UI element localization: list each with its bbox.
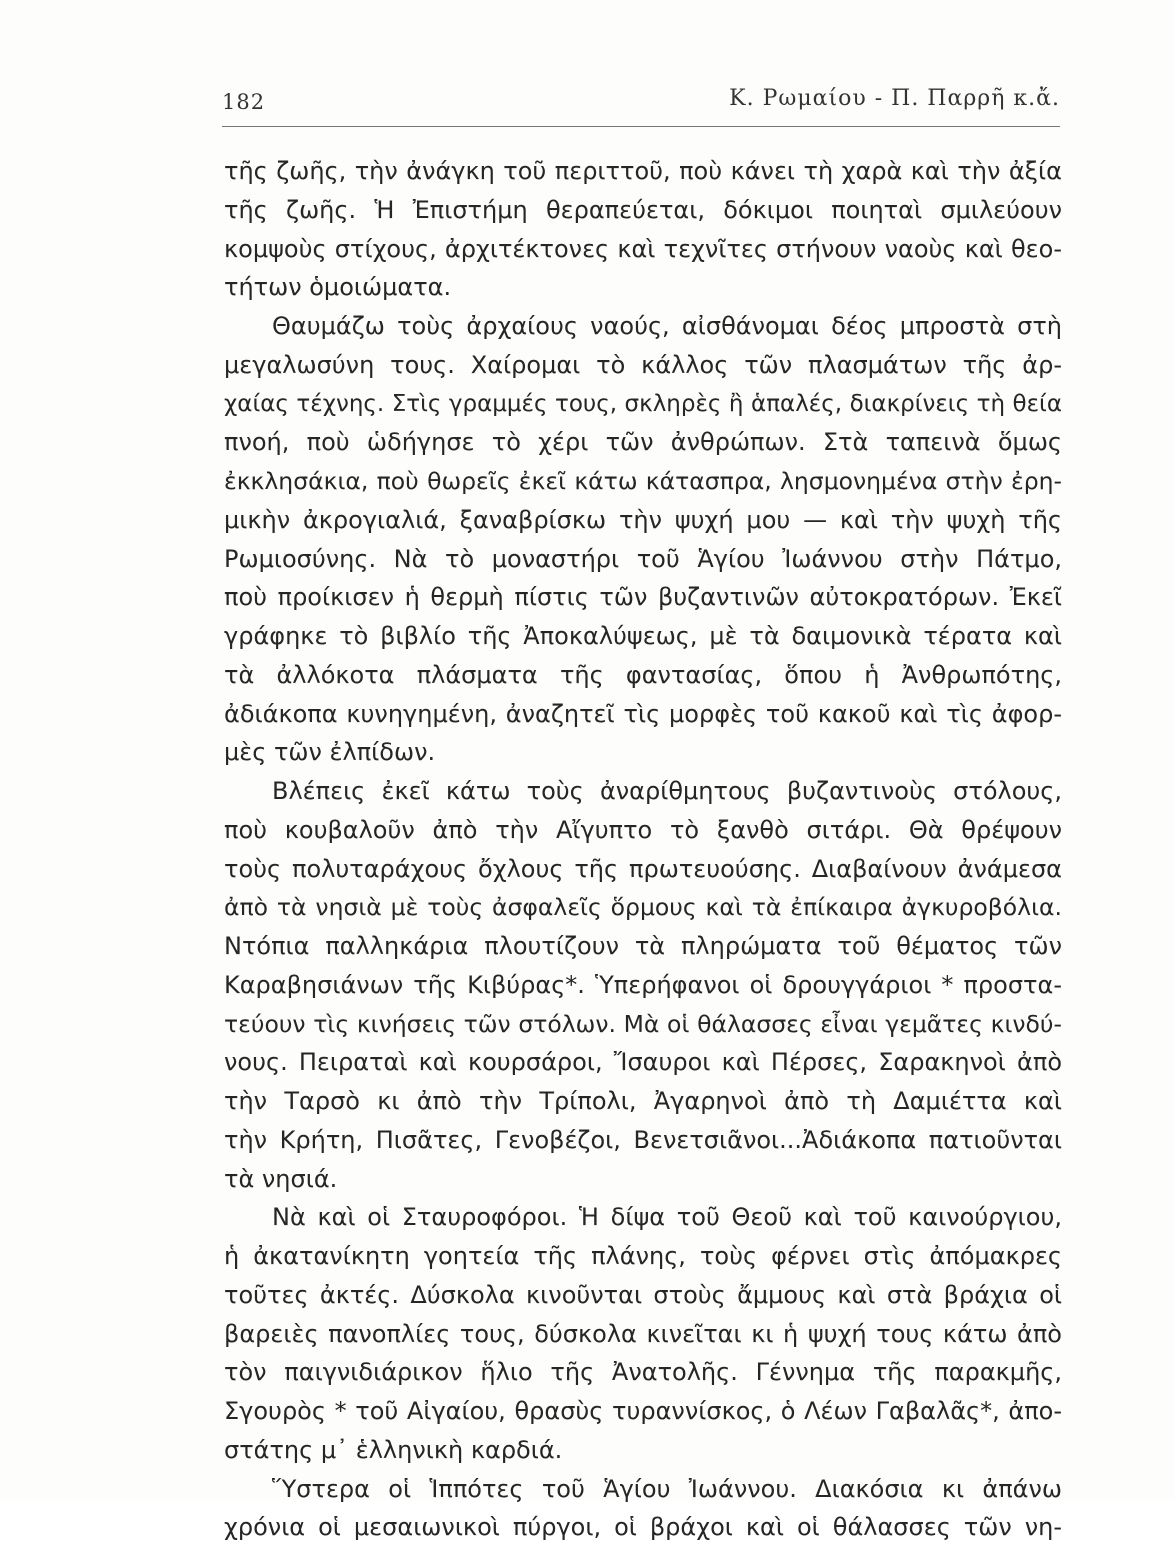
text-line: Καραβησιάνων τῆς Κιβύρας*. Ὑπερήφανοι οἱ δρουγγάριοι * προστα- xyxy=(224,970,1062,999)
text-line: Νὰ καὶ οἱ Σταυροφόροι. Ἡ δίψα τοῦ Θεοῦ καὶ τοῦ καινούργιου, xyxy=(272,1203,1062,1232)
text-line: ἀδιάκοπα κυνηγημένη, ἀναζητεῖ τὶς μορφὲς τοῦ κακοῦ καὶ τὶς ἀφορ- xyxy=(224,699,1062,728)
text-line: γράφηκε τὸ βιβλίο τῆς Ἀποκαλύψεως, μὲ τὰ δαιμονικὰ τέρατα καὶ xyxy=(224,622,1062,650)
header-rule xyxy=(222,126,1060,127)
text-line: τῆς ζωῆς, τὴν ἀνάγκη τοῦ περιττοῦ, ποὺ κάνει τὴ χαρὰ καὶ τὴν ἀξία xyxy=(224,157,1062,185)
text-line: ποὺ κουβαλοῦν ἀπὸ τὴν Αἴγυπτο τὸ ξανθὸ σιτάρι. Θὰ θρέψουν xyxy=(224,815,1062,844)
page-number: 182 xyxy=(222,90,266,114)
text-line: Ντόπια παλληκάρια πλουτίζουν τὰ πληρώματα τοῦ θέματος τῶν xyxy=(224,932,1062,960)
text-line: τοῦτες ἀκτές. Δύσκολα κινοῦνται στοὺς ἄμμους καὶ στὰ βράχια οἱ xyxy=(224,1280,1062,1309)
text-line: ἐκκλησάκια, ποὺ θωρεῖς ἐκεῖ κάτω κάτασπρα, λησμονημένα στὴν ἐρη- xyxy=(224,467,1062,495)
text-line: ποὺ προίκισεν ἡ θερμὴ πίστις τῶν βυζαντινῶν αὐτοκρατόρων. Ἐκεῖ xyxy=(224,583,1062,612)
text-line: τεύουν τὶς κινήσεις τῶν στόλων. Μὰ οἱ θάλασσες εἶναι γεμᾶτες κινδύ- xyxy=(224,1009,1062,1038)
text-line: μεγαλωσύνη τους. Χαίρομαι τὸ κάλλος τῶν πλασμάτων τῆς ἀρ- xyxy=(224,350,1062,379)
text-line: τὰ νησιά. xyxy=(224,1164,338,1193)
text-line: νους. Πειραταὶ καὶ κουρσάροι, Ἴσαυροι καὶ Πέρσες, Σαρακηνοὶ ἀπὸ xyxy=(224,1048,1062,1077)
text-line: τοὺς πολυταράχους ὄχλους τῆς πρωτευούσης. Διαβαίνουν ἀνάμεσα xyxy=(224,854,1062,883)
page-header xyxy=(222,86,1060,120)
running-head: Κ. Ρωμαίου - Π. Παρρῆ κ.ἄ. xyxy=(729,86,1060,111)
text-line: Ρωμιοσύνης. Νὰ τὸ μοναστήρι τοῦ Ἁγίου Ἰωάννου στὴν Πάτμο, xyxy=(224,544,1062,573)
text-line: μὲς τῶν ἐλπίδων. xyxy=(224,738,436,767)
text-line: χρόνια οἱ μεσαιωνικοὶ πύργοι, οἱ βράχοι καὶ οἱ θάλασσες τῶν νη- xyxy=(224,1513,1062,1542)
text-line: τὴν Κρήτη, Πισᾶτες, Γενοβέζοι, Βενετσιᾶνοι...Ἀδιάκοπα πατιοῦνται xyxy=(224,1125,1062,1154)
text-line: μικὴν ἀκρογιαλιά, ξαναβρίσκω τὴν ψυχή μου — καὶ τὴν ψυχὴ τῆς xyxy=(224,505,1062,534)
text-line: πνοή, ποὺ ὡδήγησε τὸ χέρι τῶν ἀνθρώπων. Στὰ ταπεινὰ ὅμως xyxy=(224,428,1062,457)
text-line: κομψοὺς στίχους, ἀρχιτέκτονες καὶ τεχνῖτες στήνουν ναοὺς καὶ θεο- xyxy=(224,234,1062,263)
text-line: τὰ ἀλλόκοτα πλάσματα τῆς φαντασίας, ὅπου ἡ Ἀνθρωπότης, xyxy=(224,660,1062,689)
text-line: στάτης μ᾿ ἑλληνικὴ καρδιά. xyxy=(224,1435,563,1464)
text-line: Βλέπεις ἐκεῖ κάτω τοὺς ἀναρίθμητους βυζαντινοὺς στόλους, xyxy=(272,777,1062,805)
text-line: Σγουρὸς * τοῦ Αἰγαίου, θρασὺς τυραννίσκος, ὁ Λέων Γαβαλᾶς*, ἀπο- xyxy=(224,1397,1062,1425)
text-line: Ὕστερα οἱ Ἱππότες τοῦ Ἁγίου Ἰωάννου. Διακόσια κι ἀπάνω xyxy=(272,1474,1062,1503)
text-line: χαίας τέχνης. Στὶς γραμμές τους, σκληρὲς ἢ ἁπαλές, διακρίνεις τὴ θεία xyxy=(224,390,1062,417)
body-text xyxy=(224,152,1062,1547)
text-line: Θαυμάζω τοὺς ἀρχαίους ναούς, αἰσθάνομαι δέος μπροστὰ στὴ xyxy=(272,312,1062,340)
text-line: ἀπὸ τὰ νησιὰ μὲ τοὺς ἀσφαλεῖς ὅρμους καὶ τὰ ἐπίκαιρα ἀγκυροβόλια. xyxy=(224,893,1062,922)
text-line: βαρειὲς πανοπλίες τους, δύσκολα κινεῖται κι ἡ ψυχή τους κάτω ἀπὸ xyxy=(224,1319,1062,1348)
text-line: τῆς ζωῆς. Ἡ Ἐπιστήμη θεραπεύεται, δόκιμοι ποιηταὶ σμιλεύουν xyxy=(224,195,1062,224)
text-line: ἡ ἀκατανίκητη γοητεία τῆς πλάνης, τοὺς φέρνει στὶς ἀπόμακρες xyxy=(224,1242,1062,1270)
text-line: τὴν Ταρσὸ κι ἀπὸ τὴν Τρίπολι, Ἀγαρηνοὶ ἀπὸ τὴ Δαμιέττα καὶ xyxy=(224,1087,1062,1115)
text-line: τὸν παιγνιδιάρικον ἥλιο τῆς Ἀνατολῆς. Γέννημα τῆς παρακμῆς, xyxy=(224,1358,1062,1387)
text-line: τήτων ὁμοιώματα. xyxy=(224,273,452,302)
